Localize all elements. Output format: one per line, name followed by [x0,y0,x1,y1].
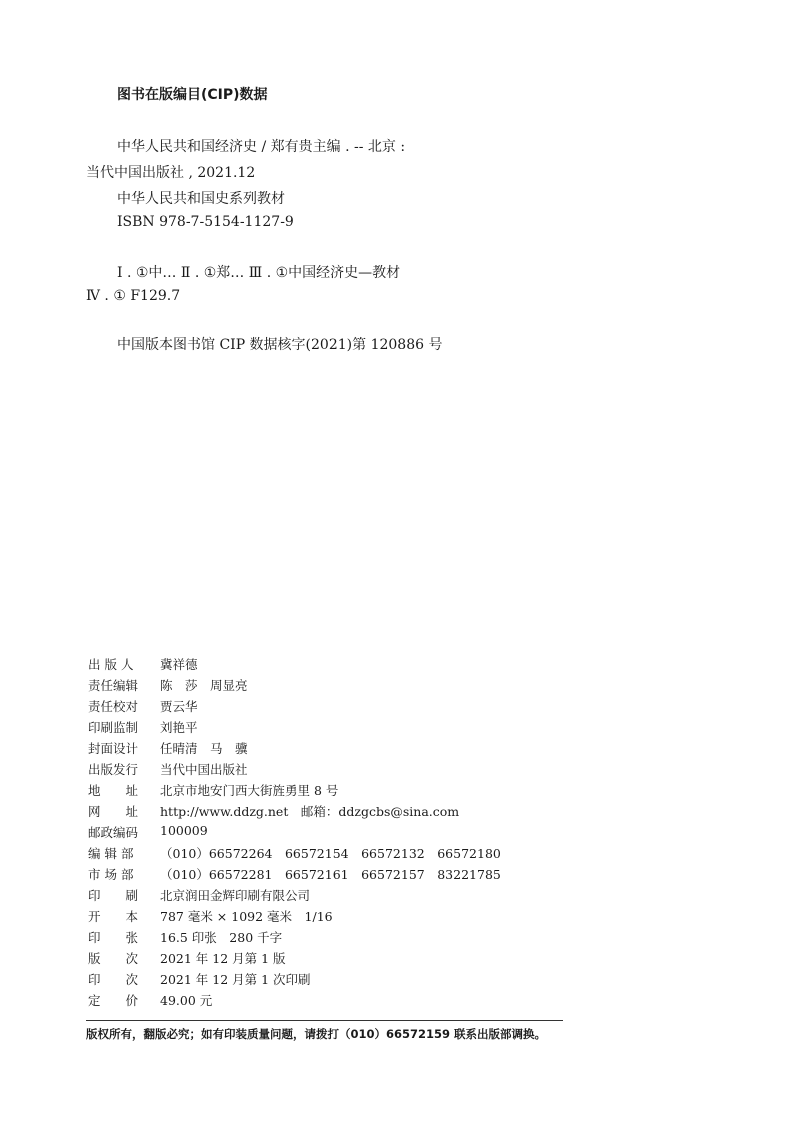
colophon-label: 编 辑 部 [88,846,134,861]
cip-line-isbn: ISBN 978-7-5154-1127-9 [117,214,294,230]
footer-divider [86,1020,563,1021]
colophon-label: 印 次 [88,972,139,987]
colophon-value: 100009 [160,823,208,838]
colophon-label: 定 价 [88,993,139,1008]
colophon-label: 邮政编码 [88,825,139,840]
colophon-value: 任晴清 马 骥 [160,741,248,756]
colophon-label: 封面设计 [88,741,139,756]
colophon-value: http://www.ddzg.net 邮箱：ddzgcbs@sina.com [160,804,460,819]
colophon-value: 刘艳平 [160,720,198,735]
colophon-label: 责任校对 [88,699,139,714]
colophon-label: 印 刷 [88,888,139,903]
colophon-label: 市 场 部 [88,867,134,882]
colophon-value: 贾云华 [160,699,198,714]
colophon-value: 当代中国出版社 [160,762,248,777]
cip-line-publisher: 当代中国出版社 , 2021.12 [86,165,256,181]
colophon-label: 出 版 人 [88,657,134,672]
colophon-label: 印 张 [88,930,139,945]
colophon-label: 印刷监制 [88,720,139,735]
colophon-value: （010）66572264 66572154 66572132 66572180 [160,846,501,861]
colophon-value: 陈 莎 周显亮 [160,678,248,693]
cip-line-subject: Ⅰ . ①中… Ⅱ . ①郑… Ⅲ . ①中国经济史—教材 [117,265,401,281]
colophon-value: 787 毫米 × 1092 毫米 1/16 [160,909,333,924]
colophon-value: 冀祥德 [160,657,198,672]
cip-line-series: 中华人民共和国史系列教材 [117,191,285,207]
colophon-value: 2021 年 12 月第 1 次印刷 [160,972,311,987]
colophon-label: 网 址 [88,804,139,819]
cip-title: 图书在版编目(CIP)数据 [117,87,268,103]
colophon-label: 出版发行 [88,762,139,777]
colophon-label: 版 次 [88,951,139,966]
colophon-value: （010）66572281 66572161 66572157 83221785 [160,867,501,882]
cip-line-title-author: 中华人民共和国经济史 / 郑有贵主编 . -- 北京 : [117,139,406,155]
cip-line-classification: Ⅳ . ① F129.7 [86,288,181,304]
copyright-notice: 版权所有，翻版必究；如有印装质量问题，请拨打（010）66572159 联系出版部调换。 [86,1027,547,1041]
colophon-value: 北京市地安门西大街旌勇里 8 号 [160,783,339,798]
colophon-value: 49.00 元 [160,993,213,1008]
colophon-label: 地 址 [88,783,139,798]
colophon-label: 开 本 [88,909,139,924]
colophon-value: 16.5 印张 280 千字 [160,930,283,945]
colophon-value: 2021 年 12 月第 1 版 [160,951,286,966]
colophon-value: 北京润田金辉印刷有限公司 [160,888,311,903]
colophon-label: 责任编辑 [88,678,139,693]
cip-line-record-number: 中国版本图书馆 CIP 数据核字(2021)第 120886 号 [117,337,443,353]
